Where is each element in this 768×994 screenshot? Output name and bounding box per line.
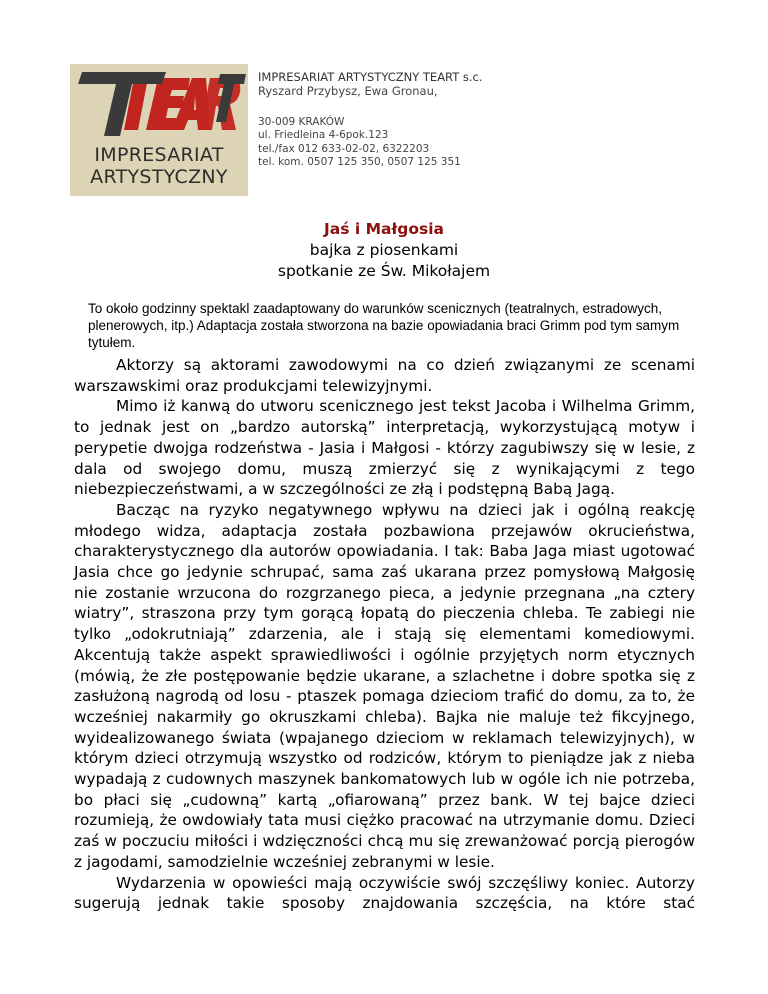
address-line: tel. kom. 0507 125 350, 0507 125 351	[258, 155, 461, 168]
company-owners: Ryszard Przybysz, Ewa Gronau,	[258, 84, 438, 98]
company-name: IMPRESARIAT ARTYSTYCZNY TEART s.c.	[258, 70, 483, 84]
address-line: 30-009 KRAKÓW	[258, 116, 345, 128]
intro-text: To około godzinny spektakl zaadaptowany do warunków scenicznych (teatralnych, estradowych, plenerowych, itp.) Adaptacja została stworzona na bazie opowiadania braci Grimm pod tym samym tytułem.	[88, 301, 680, 350]
page-title: Jaś i Małgosia	[324, 220, 444, 238]
paragraph: Aktorzy są aktorami zawodowymi na co dzień związanymi ze scenami warszawskimi oraz produkcjami telewizyjnymi.	[74, 356, 695, 395]
title-block	[0, 218, 768, 282]
body-text	[74, 355, 695, 914]
paragraph: Wydarzenia w opowieści mają oczywiście swój szczęśliwy koniec. Autorzy sugerują jednak takie sposoby znajdowania szczęścia, na które stać	[74, 873, 695, 913]
logo-line-1: IMPRESARIAT	[94, 144, 224, 166]
paragraph: Bacząc na ryzyko negatywnego wpływu na dzieci jak i ogólną reakcję młodego widza, adaptacja została pozbawiona przejawów okrucieństwa, charakterystycznego dla autorów opowiadania. I tak: Baba Jaga miast ugotować Jasia chce go jedynie schrupać, sama zaś ukarana przez pomysłową Małgosię nie zostanie wrzucona do rozgrzanego pieca, a jedynie przegnana „na cztery wiatry”, straszona przy tym gorącą łopatą do pieczenia chleba. Te zabiegi nie tylko „odokrutniają” zdarzenia, ale i stają się elementami komediowymi. Akcentują także aspekt sprawiedliwości i ogólnie przyjętych norm etycznych (mówią, że złe postępowanie będzie ukarane, a szlachetne i dobre spotka się z zasłużoną nagrodą od losu - ptaszek pomaga dzieciom trafić do domu, za to, że wcześniej nakarmiły go okruszkami chleba). Bajka nie maluje też fikcyjnego, wyidealizowanego świata (wpajanego dzieciom w reklamach telewizyjnych), w którym dzieci otrzymują wszystko od rodziców, którym to pieniądze jak z nieba wypadają z cudownych maszynek bankomatowych lub w ogóle ich nie potrzeba, bo płaci się „cudowną” kartą „ofiarowaną” przez bank. W tej bajce dzieci rozumieją, że owdowiały tata musi ciężko pracować na utrzymanie domu. Dzieci zaś w poczuciu miłości i wdzięczności chcą mu się zrewanżować porcją pierogów z jagodami, samodzielnie wcześniej zebranymi w lesie.	[74, 500, 695, 871]
teart-logo	[70, 64, 248, 196]
subtitle-2: spotkanie ze Św. Mikołajem	[277, 262, 491, 280]
subtitle-1: bajka z piosenkami	[309, 241, 459, 259]
logo-line-2: ARTYSTYCZNY	[90, 166, 228, 188]
address-line: ul. Friedleina 4-6pok.123	[258, 129, 389, 142]
address-line: tel./fax 012 633-02-02, 6322203	[258, 142, 430, 155]
company-info	[258, 70, 483, 169]
paragraph: Mimo iż kanwą do utworu scenicznego jest tekst Jacoba i Wilhelma Grimm, to jednak jest on „bardzo autorską” interpretacją, wykorzystującą motyw i perypetie dwojga rodzeństwa - Jasia i Małgosi - którzy zagubiwszy się w lesie, z dala od swojego domu, muszą zmierzyć się z wynikającymi z tego niebezpieczeństwami, a w szczególności ze złą i podstępną Babą Jagą.	[74, 397, 695, 499]
company-address	[258, 116, 483, 169]
